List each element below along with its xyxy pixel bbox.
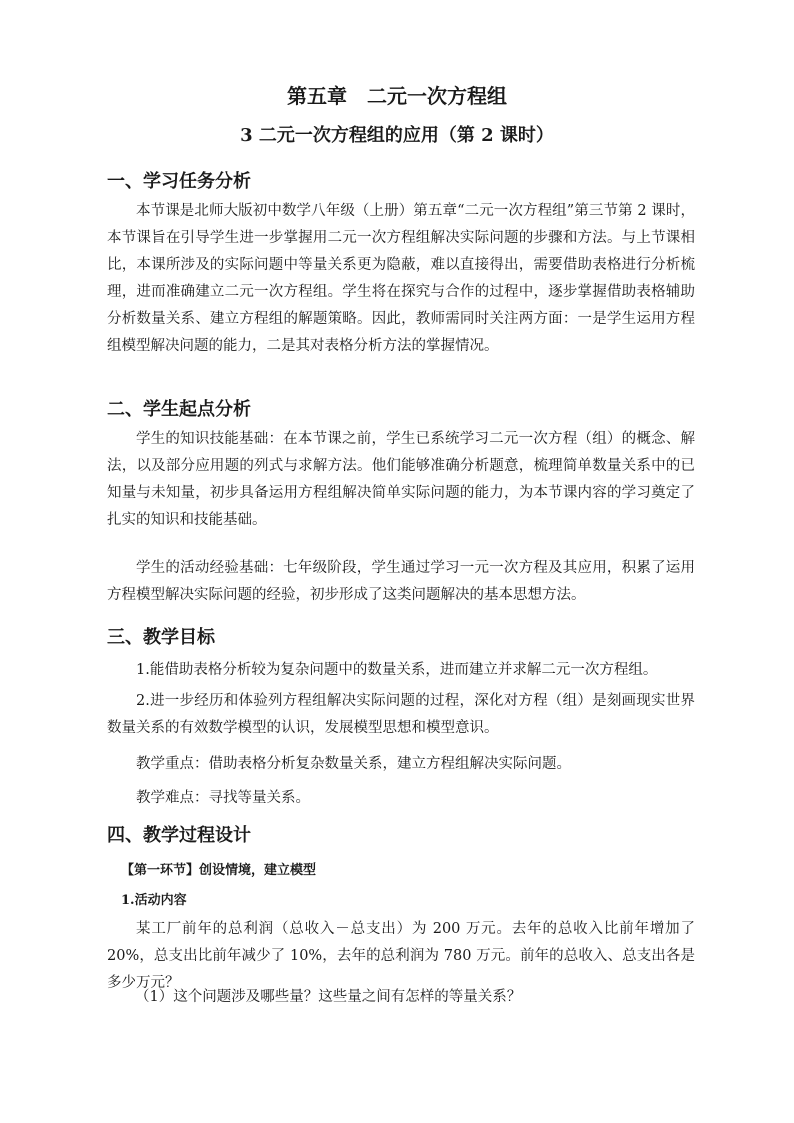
chapter-title: 第五章 二元一次方程组	[287, 84, 507, 108]
teaching-key-point: 教学重点：借助表格分析复杂数量关系，建立方程组解决实际问题。	[136, 756, 571, 772]
section-heading-process-design: 四、教学过程设计	[107, 825, 251, 846]
question-1: （1）这个问题涉及哪些量？这些量之间有怎样的等量关系？	[135, 989, 522, 1005]
section-heading-task-analysis: 一、学习任务分析	[107, 171, 251, 192]
goal-1: 1.能借助表格分析较为复杂问题中的数量关系，进而建立并求解二元一次方程组。	[136, 662, 658, 678]
section-heading-teaching-goals: 三、教学目标	[107, 627, 215, 648]
paragraph-knowledge-basis: 学生的知识技能基础：在本节课之前，学生已系统学习二元一次方程（组）的概念、解法，以及部分应用题的列式与求解方法。他们能够准确分析题意，梳理简单数量关系中的已知量与未知量，初步具备运用方程组解决简单实际问题的能力，为本节课内容的学习奠定了扎实的知识和技能基础。	[107, 431, 695, 528]
section-heading-student-analysis: 二、学生起点分析	[107, 399, 251, 420]
stage-label: 【第一环节】创设情境，建立模型	[121, 863, 317, 878]
activity-label: 1.活动内容	[121, 893, 187, 908]
paragraph-experience-basis: 学生的活动经验基础：七年级阶段，学生通过学习一元一次方程及其应用，积累了运用方程模型解决实际问题的经验，初步形成了这类问题解决的基本思想方法。	[107, 560, 695, 603]
lesson-title: 3 二元一次方程组的应用（第 2 课时）	[240, 125, 554, 146]
teaching-difficulty: 教学难点：寻找等量关系。	[136, 790, 310, 806]
goal-2: 2.进一步经历和体验列方程组解决实际问题的过程，深化对方程（组）是刻画现实世界数量关系的有效数学模型的认识，发展模型思想和模型意识。	[107, 693, 695, 736]
problem-statement: 某工厂前年的总利润（总收入－总支出）为 200 万元。去年的总收入比前年增加了 20%，总支出比前年减少了 10%，去年的总利润为 780 万元。前年的总收入、总支出各是多少万元？	[107, 921, 695, 991]
paragraph-task-analysis: 本节课是北师大版初中数学八年级（上册）第五章“二元一次方程组”第三节第 2 课时，本节课旨在引导学生进一步掌握用二元一次方程组解决实际问题的步骤和方法。与上节课相比，本课所涉及的实际问题中等量关系更为隐蔽，难以直接得出，需要借助表格进行分析梳理，进而准确建立二元一次方程组。学生将在探究与合作的过程中，逐步掌握借助表格辅助分析数量关系、建立方程组的解题策略。因此，教师需同时关注两方面：一是学生运用方程组模型解决问题的能力，二是其对表格分析方法的掌握情况。	[107, 203, 695, 354]
